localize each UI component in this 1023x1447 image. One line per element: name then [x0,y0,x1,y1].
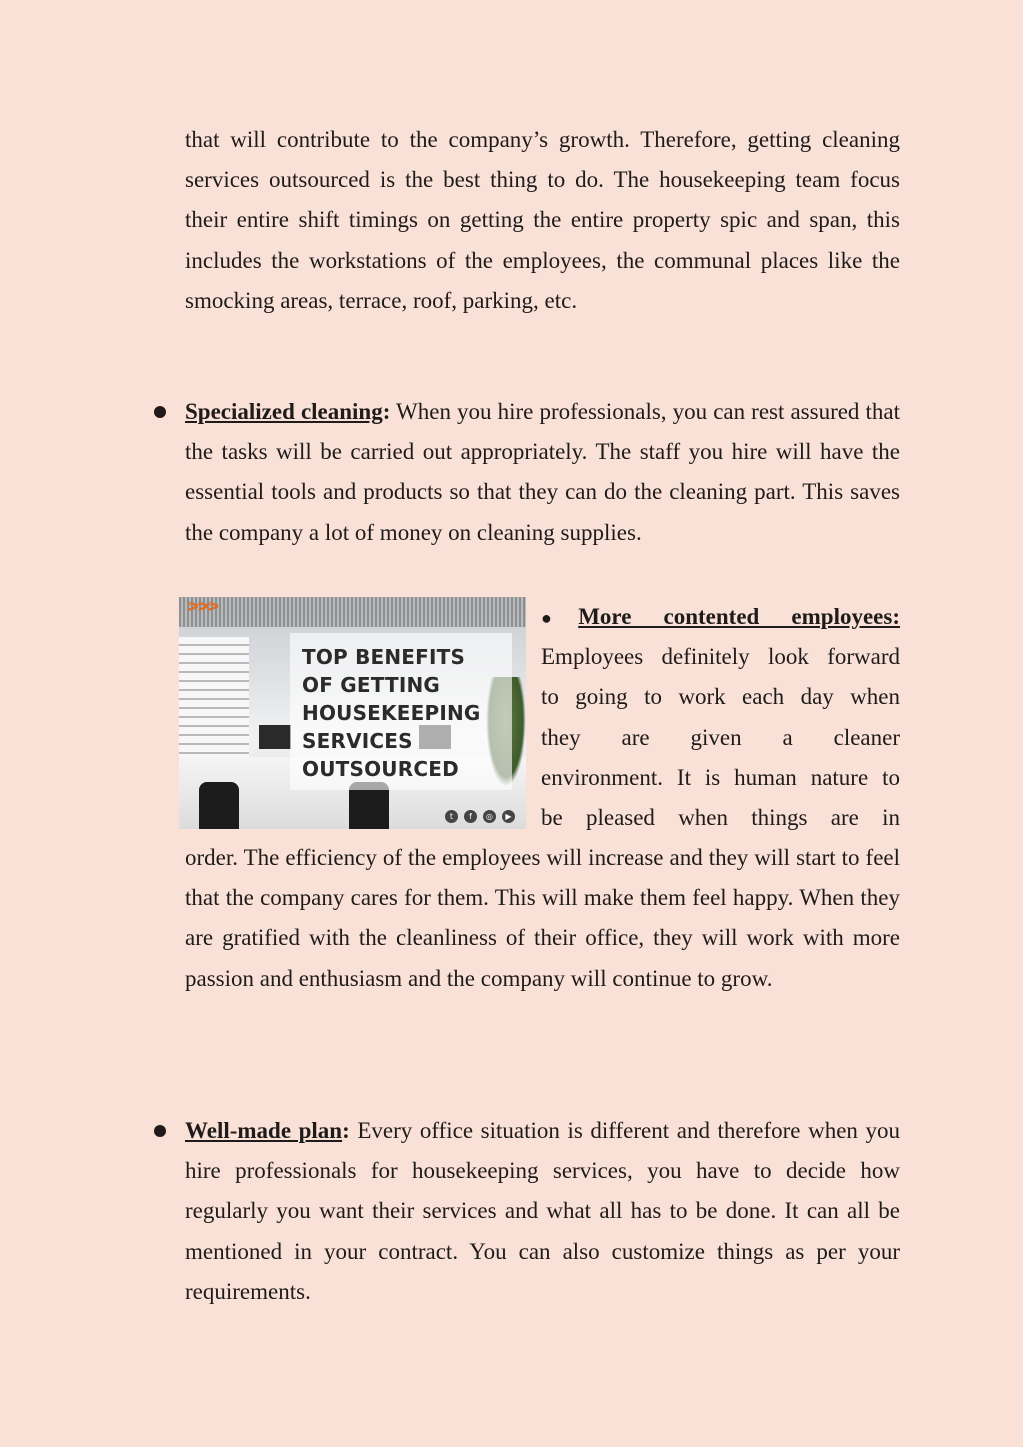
contented-side-line: they are given a cleaner [541,725,900,750]
specialized-cleaning-body: When you hire professionals, you can rest assured that the tasks will be carried out appropriately. The staff you hire will have the essential tools and products so that they can do the cleaning part. This saves the company a lot of money on cleaning supplies. [185,399,900,545]
housekeeping-benefits-image [179,597,526,829]
overlay-line: OF GETTING [302,673,441,697]
contented-side-line: environment. It is human nature to [541,765,900,790]
bullet-icon [154,406,166,418]
image-ceiling-vent [179,597,526,627]
facebook-icon: f [464,810,477,823]
image-chair [199,782,239,829]
specialized-cleaning-term: Specialized cleaning [185,399,383,424]
image-monitor [259,725,291,749]
bullet-icon: ● [541,608,579,628]
instagram-icon: ◎ [483,810,496,823]
contented-side-line: Employees definitely look forward [541,644,900,669]
twitter-icon: t [445,810,458,823]
social-icons [445,810,515,823]
overlay-line: OUTSOURCED [302,757,459,781]
term-colon: : [342,1118,350,1143]
contented-employees-heading [541,597,900,638]
contented-employees-body: order. The efficiency of the employees will increase and they will start to feel that the company cares for them. This will make them feel happy. When they are gratified with the cleanliness of their office, they will work with more passion and enthusiasm and the company will continue to grow. [185,845,900,991]
bullet-icon [154,1125,166,1137]
well-made-plan-paragraph [185,1111,900,1312]
image-overlay-heading [302,643,522,783]
brand-logo: ᕗᕗᕗ [187,600,218,615]
well-made-plan-term: Well-made plan [185,1118,343,1143]
youtube-icon: ▶ [502,810,515,823]
overlay-line: HOUSEKEEPING [302,701,481,725]
contented-side-line: be pleased when things are in [541,805,900,830]
contented-side-line: to going to work each day when [541,684,900,709]
overlay-line: SERVICES [302,729,413,753]
term-colon: : [382,399,391,424]
specialized-cleaning-paragraph [185,392,900,553]
well-made-plan-body: Every office situation is different and therefore when you hire professionals for housekeeping services, you have to decide how regularly you want their services and what all has to be done. It can all be mentioned in your contract. You can also customize things as per your requirements. [185,1118,901,1304]
contented-employees-term: More contented employees: [578,604,901,629]
overlay-line: TOP BENEFITS [302,645,466,669]
intro-paragraph: that will contribute to the company’s growth. Therefore, getting cleaning services outsourced is the best thing to do. The housekeeping team focus their entire shift timings on getting the entire property spic and span, this includes the workstations of the employees, the communal places like the smocking areas, terrace, roof, parking, etc. [185,127,900,313]
